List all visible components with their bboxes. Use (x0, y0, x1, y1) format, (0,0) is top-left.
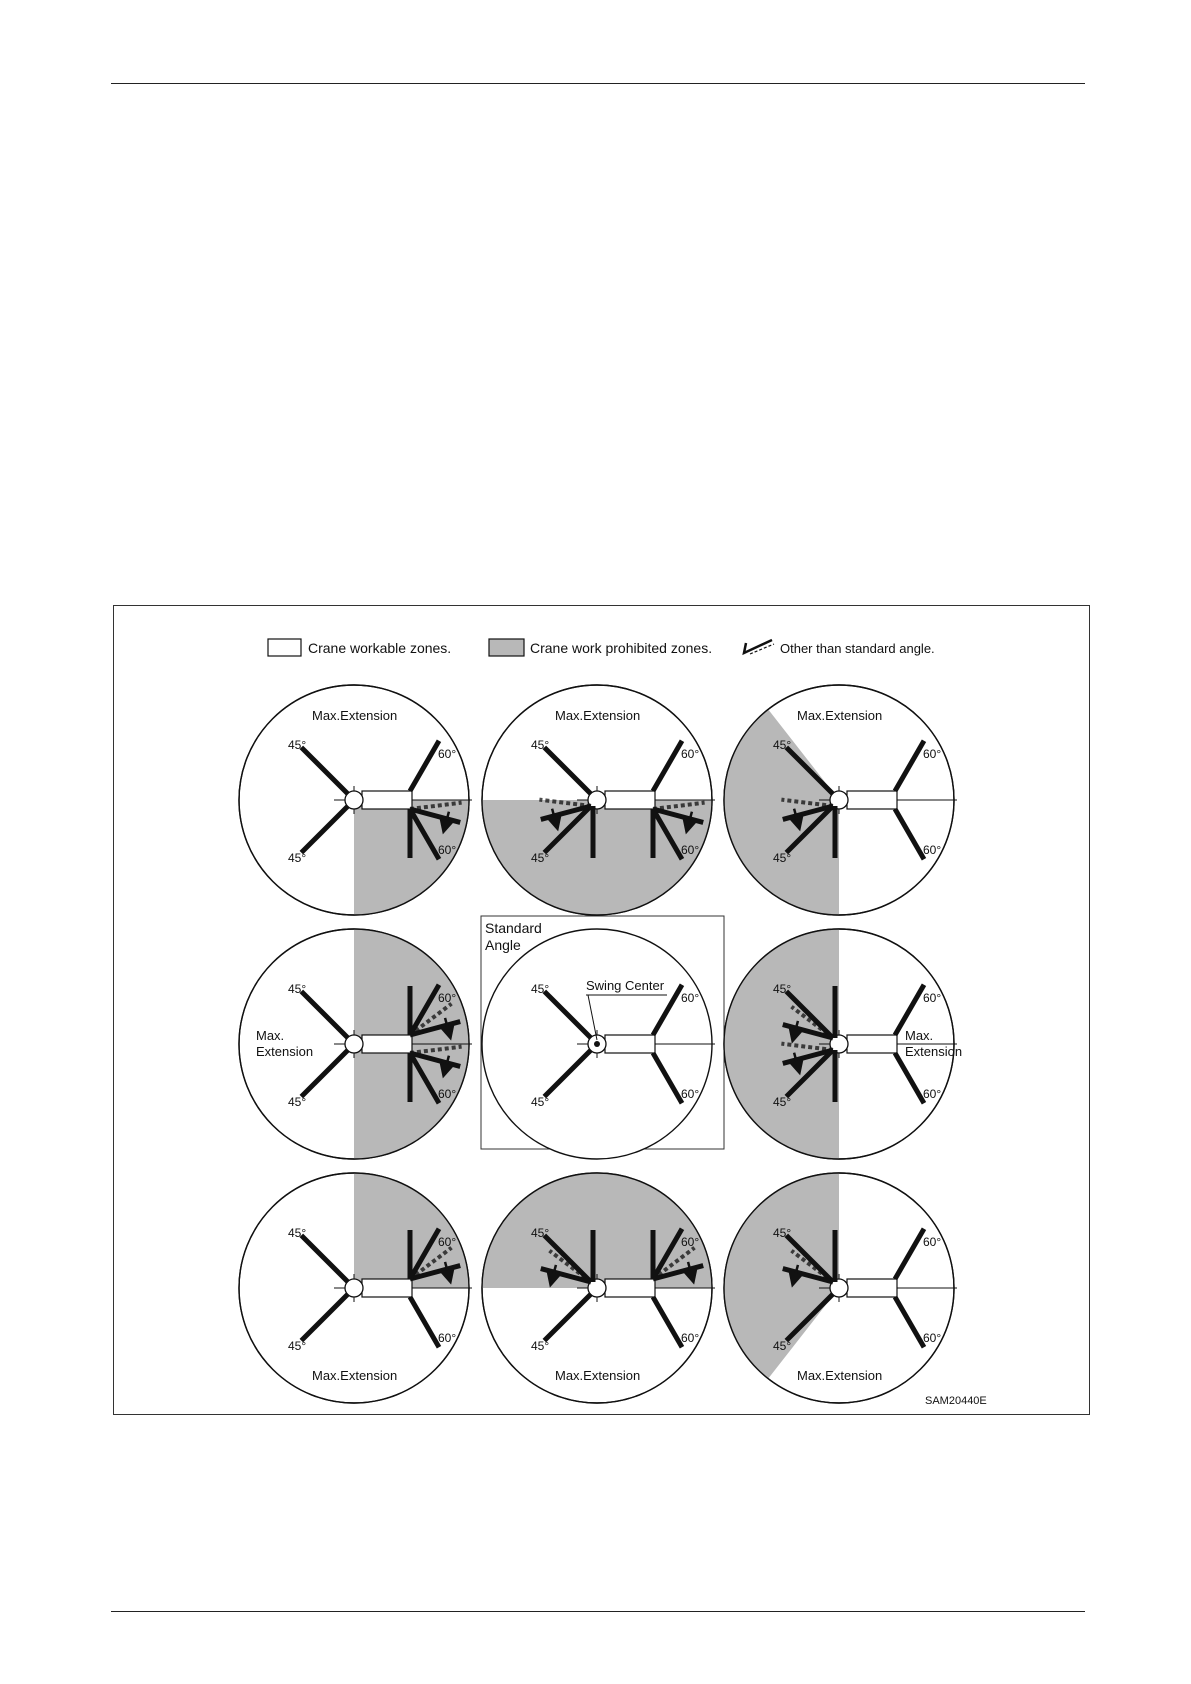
angle-60-label-lower: 60° (681, 1331, 700, 1345)
extension-label: Extension (905, 1044, 963, 1059)
crane-panel (482, 685, 715, 915)
carrier-body (847, 1035, 897, 1053)
max-extension-label: Max.Extension (555, 708, 641, 723)
angle-60-label-lower: 60° (681, 1087, 700, 1101)
crane-zone-figure (113, 605, 1090, 1415)
other-angle-icon (744, 640, 774, 654)
legend-prohibited-label: Crane work prohibited zones. (530, 640, 713, 656)
max-label: Max. (905, 1028, 934, 1043)
max-extension-label: Max.Extension (797, 1368, 883, 1383)
legend-prohibited-swatch (489, 639, 524, 656)
angle-45-label-upper: 45° (288, 1226, 307, 1240)
angle-label: Angle (485, 937, 521, 953)
angle-45-label-upper: 45° (288, 738, 307, 752)
angle-60-label-upper: 60° (923, 991, 942, 1005)
crane-panel (239, 929, 472, 1159)
angle-60-label-upper: 60° (923, 1235, 942, 1249)
figure-code: SAM20440E (925, 1395, 987, 1407)
angle-45-label-lower: 45° (288, 1095, 307, 1109)
angle-60-label-lower: 60° (923, 1087, 942, 1101)
crane-zone-diagram (114, 606, 1089, 1414)
carrier-body (605, 1035, 655, 1053)
carrier-body (362, 1035, 412, 1053)
max-label: Max. (256, 1028, 285, 1043)
crane-panel (724, 1173, 957, 1403)
crane-panel (239, 685, 472, 915)
angle-45-label-lower: 45° (531, 1339, 550, 1353)
max-extension-label: Max.Extension (797, 708, 883, 723)
angle-60-label-lower: 60° (681, 843, 700, 857)
angle-45-label-lower: 45° (288, 1339, 307, 1353)
angle-45-label-lower: 45° (773, 1339, 792, 1353)
legend-workable-label: Crane workable zones. (308, 640, 452, 656)
angle-45-label-upper: 45° (531, 1226, 550, 1240)
angle-60-label-lower: 60° (923, 1331, 942, 1345)
angle-60-label-upper: 60° (438, 1235, 457, 1249)
crane-panel (482, 929, 715, 1159)
angle-45-label-upper: 45° (288, 982, 307, 996)
angle-60-label-upper: 60° (438, 991, 457, 1005)
max-extension-label: Max.Extension (312, 708, 398, 723)
header-rule (111, 83, 1085, 84)
angle-60-label-upper: 60° (438, 747, 457, 761)
angle-45-label-upper: 45° (773, 1226, 792, 1240)
angle-60-label-upper: 60° (681, 991, 700, 1005)
crane-panel (482, 1173, 715, 1403)
carrier-body (362, 791, 412, 809)
angle-45-label-upper: 45° (773, 982, 792, 996)
angle-60-label-lower: 60° (438, 1087, 457, 1101)
legend (268, 639, 935, 656)
carrier-body (605, 791, 655, 809)
standard-label: Standard (485, 920, 542, 936)
angle-60-label-upper: 60° (681, 1235, 700, 1249)
carrier-body (847, 1279, 897, 1297)
angle-45-label-lower: 45° (773, 1095, 792, 1109)
angle-60-label-lower: 60° (438, 843, 457, 857)
swing-center-dot (594, 1041, 600, 1047)
legend-workable-swatch (268, 639, 301, 656)
footer-rule (111, 1611, 1085, 1612)
max-extension-label: Max.Extension (555, 1368, 641, 1383)
angle-45-label-lower: 45° (531, 1095, 550, 1109)
carrier-body (847, 791, 897, 809)
carrier-body (605, 1279, 655, 1297)
crane-panel (724, 929, 962, 1159)
crane-panel (724, 685, 957, 915)
angle-45-label-upper: 45° (531, 738, 550, 752)
angle-60-label-upper: 60° (923, 747, 942, 761)
legend-other-angle-label: Other than standard angle. (780, 641, 935, 656)
angle-45-label-lower: 45° (288, 851, 307, 865)
angle-45-label-upper: 45° (531, 982, 550, 996)
angle-45-label-lower: 45° (773, 851, 792, 865)
swing-center-label: Swing Center (586, 978, 665, 993)
angle-60-label-lower: 60° (923, 843, 942, 857)
angle-60-label-upper: 60° (681, 747, 700, 761)
angle-45-label-upper: 45° (773, 738, 792, 752)
extension-label: Extension (256, 1044, 314, 1059)
crane-panel (239, 1173, 472, 1403)
max-extension-label: Max.Extension (312, 1368, 398, 1383)
angle-60-label-lower: 60° (438, 1331, 457, 1345)
carrier-body (362, 1279, 412, 1297)
angle-45-label-lower: 45° (531, 851, 550, 865)
